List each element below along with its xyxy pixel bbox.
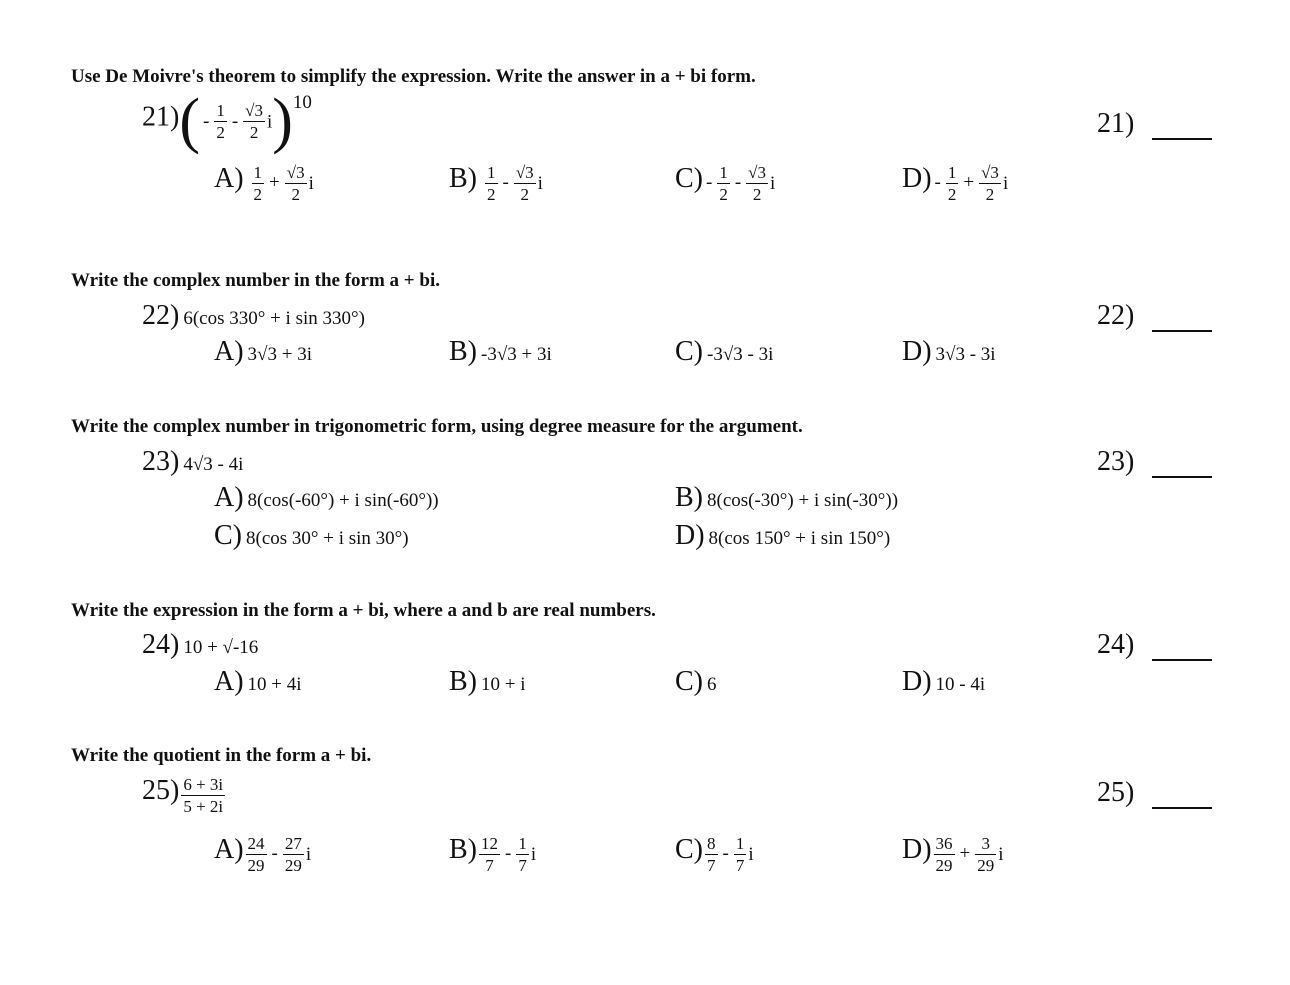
answer-label-25: 25) [1097,777,1135,808]
choice-22-c[interactable]: C) -3√3 - 3i [675,336,774,367]
fraction: $\frac{√3}{2}$ [245,101,263,143]
question-23: 23) 4√3 - 4i [142,446,244,477]
choice-23-c[interactable]: C) 8(cos 30° + i sin 30°) [214,520,409,551]
answer-blank-25[interactable] [1152,807,1212,809]
choice-24-c[interactable]: C) 6 [675,666,717,697]
answer-label-23: 23) [1097,446,1135,477]
choice-22-a[interactable]: A) 3√3 + 3i [214,336,312,367]
answer-label-22: 22) [1097,300,1135,331]
choice-21-b[interactable]: B) $\frac{1}{2}$ - $\frac{√3}{2}$ i [449,162,543,204]
choice-25-a[interactable]: A) $\frac{24}{29}$ - $\frac{27}{29}$ i [214,833,312,875]
instruction-24: Write the expression in the form a + bi, where a and b are real numbers. [71,600,656,621]
left-paren-icon: ( [179,87,200,155]
choice-25-c[interactable]: C) $\frac{8}{7}$ - $\frac{1}{7}$ i [675,833,754,875]
question-25: 25) $\frac{6 + 3i}{5 + 2i}$ [142,774,224,816]
fraction: $\frac{6 + 3i}{5 + 2i}$ [183,774,224,816]
answer-blank-21[interactable] [1152,138,1212,140]
answer-blank-23[interactable] [1152,476,1212,478]
answer-label-24: 24) [1097,629,1135,660]
choice-23-d[interactable]: D) 8(cos 150° + i sin 150°) [675,520,891,551]
instruction-21: Use De Moivre's theorem to simplify the expression. Write the answer in a + bi form. [71,66,756,87]
choice-21-c[interactable]: C) - $\frac{1}{2}$ - $\frac{√3}{2}$ i [675,162,776,204]
instruction-22: Write the complex number in the form a + bi. [71,270,440,291]
exponent: 10 [292,92,312,113]
choice-23-a[interactable]: A) 8(cos(-60°) + i sin(-60°)) [214,482,439,513]
expression: 6(cos 330° + i sin 330°) [183,308,365,329]
choice-25-d[interactable]: D) $\frac{36}{29}$ + $\frac{3}{29}$ i [902,833,1004,875]
answer-label-21: 21) [1097,108,1135,139]
choice-23-b[interactable]: B) 8(cos(-30°) + i sin(-30°)) [675,482,899,513]
fraction: $\frac{1}{2}$ [216,101,225,143]
question-number: 21) [142,101,180,133]
question-24: 24) 10 + √-16 [142,629,259,660]
question-21: 21)( - $\frac{1}{2}$ - $\frac{√3}{2}$ i)10 [142,87,312,155]
choice-22-d[interactable]: D) 3√3 - 3i [902,336,996,367]
choice-21-d[interactable]: D) - $\frac{1}{2}$ + $\frac{√3}{2}$ i [902,162,1009,204]
choice-22-b[interactable]: B) -3√3 + 3i [449,336,552,367]
choice-25-b[interactable]: B) $\frac{12}{7}$ - $\frac{1}{7}$ i [449,833,537,875]
instruction-23: Write the complex number in trigonometric form, using degree measure for the argument. [71,416,803,437]
question-22: 22) 6(cos 330° + i sin 330°) [142,300,365,331]
instruction-25: Write the quotient in the form a + bi. [71,745,372,766]
answer-blank-22[interactable] [1152,330,1212,332]
choice-24-a[interactable]: A) 10 + 4i [214,666,302,697]
choice-24-b[interactable]: B) 10 + i [449,666,526,697]
choice-24-d[interactable]: D) 10 - 4i [902,666,986,697]
expression: 10 + √-16 [183,637,259,658]
choice-21-a[interactable]: A) $\frac{1}{2}$ + $\frac{√3}{2}$ i [214,162,314,204]
expression: 4√3 - 4i [183,454,244,475]
right-paren-icon: ) [272,87,293,155]
answer-blank-24[interactable] [1152,659,1212,661]
